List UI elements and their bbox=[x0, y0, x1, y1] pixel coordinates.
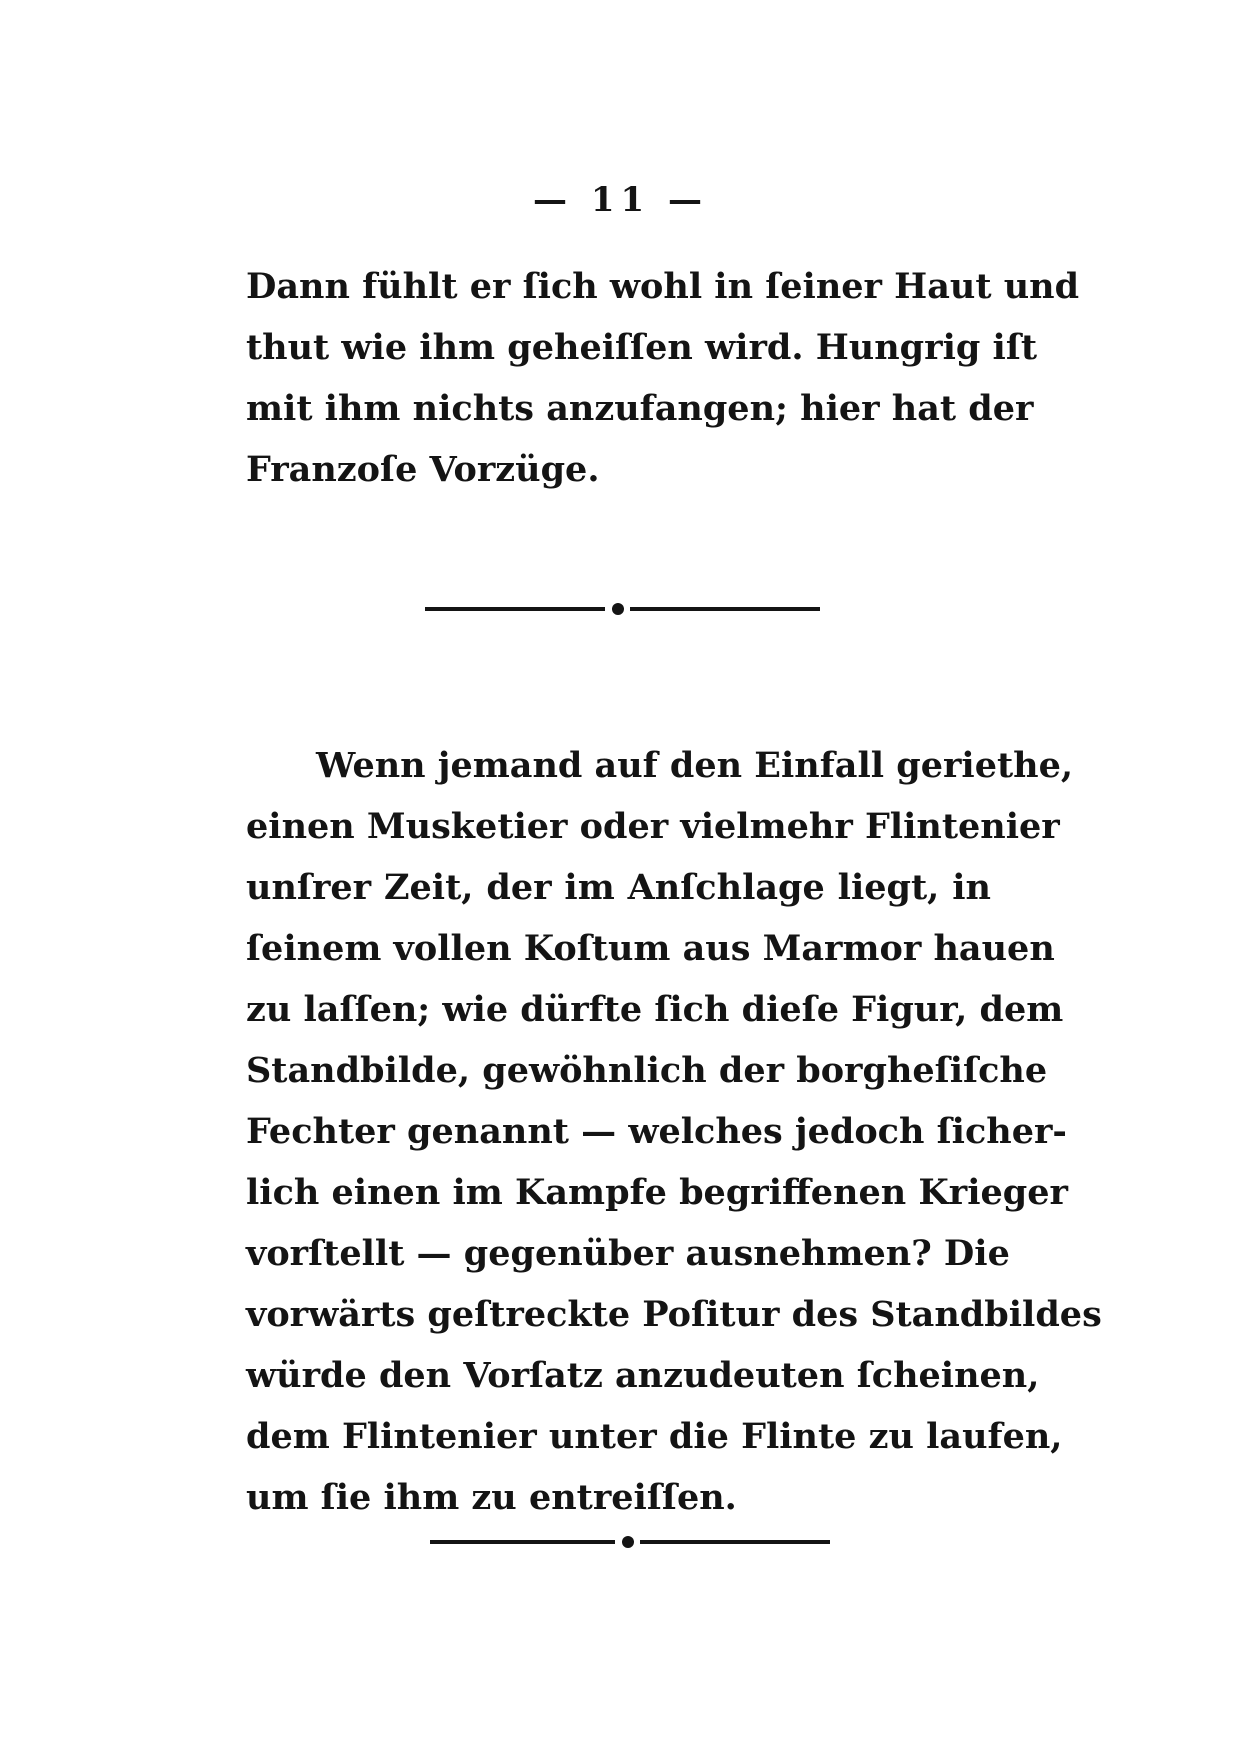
divider-rule-left bbox=[425, 607, 605, 611]
text-line: dem Flintenier unter die Flinte zu laufen, bbox=[246, 1416, 1063, 1457]
text-line: mit ihm nichts anzufangen; hier hat der bbox=[246, 388, 1034, 429]
text-line: würde den Vorſatz anzudeuten ſcheinen, bbox=[246, 1355, 1040, 1396]
text-line: Fechter genannt — welches jedoch ſicher- bbox=[246, 1111, 1067, 1152]
end-divider-ornament bbox=[430, 1536, 830, 1548]
divider-dot bbox=[622, 1536, 634, 1548]
text-line: einen Musketier oder vielmehr Flintenier bbox=[246, 806, 1060, 847]
text-line: thut wie ihm geheiſſen wird. Hungrig iſt bbox=[246, 327, 1038, 368]
page-number: — 11 — bbox=[533, 180, 708, 220]
text-line: vorwärts geſtreckte Poſitur des Standbildes bbox=[246, 1294, 1102, 1335]
text-line: Wenn jemand auf den Einfall geriethe, bbox=[316, 745, 1074, 786]
text-line: zu laſſen; wie dürfte ſich dieſe Figur, dem bbox=[246, 989, 1064, 1030]
text-line: Standbilde, gewöhnlich der borgheſiſche bbox=[246, 1050, 1048, 1091]
divider-rule-left bbox=[430, 1540, 615, 1544]
section-divider-ornament bbox=[425, 603, 820, 615]
divider-dot bbox=[612, 603, 624, 615]
text-line: unſrer Zeit, der im Anſchlage liegt, in bbox=[246, 867, 991, 908]
text-line: vorſtellt — gegenüber ausnehmen? Die bbox=[246, 1233, 1010, 1274]
text-line: ſeinem vollen Koſtum aus Marmor hauen bbox=[246, 928, 1055, 969]
paragraph-2 bbox=[246, 735, 1102, 1528]
text-line: Dann fühlt er ſich wohl in ſeiner Haut und bbox=[246, 266, 1080, 307]
paragraph-1 bbox=[246, 256, 1080, 500]
divider-rule-right bbox=[630, 607, 820, 611]
text-line: um ſie ihm zu entreiſſen. bbox=[246, 1477, 737, 1518]
divider-rule-right bbox=[640, 1540, 830, 1544]
text-line: Franzoſe Vorzüge. bbox=[246, 449, 600, 490]
text-line: lich einen im Kampfe begriffenen Krieger bbox=[246, 1172, 1068, 1213]
